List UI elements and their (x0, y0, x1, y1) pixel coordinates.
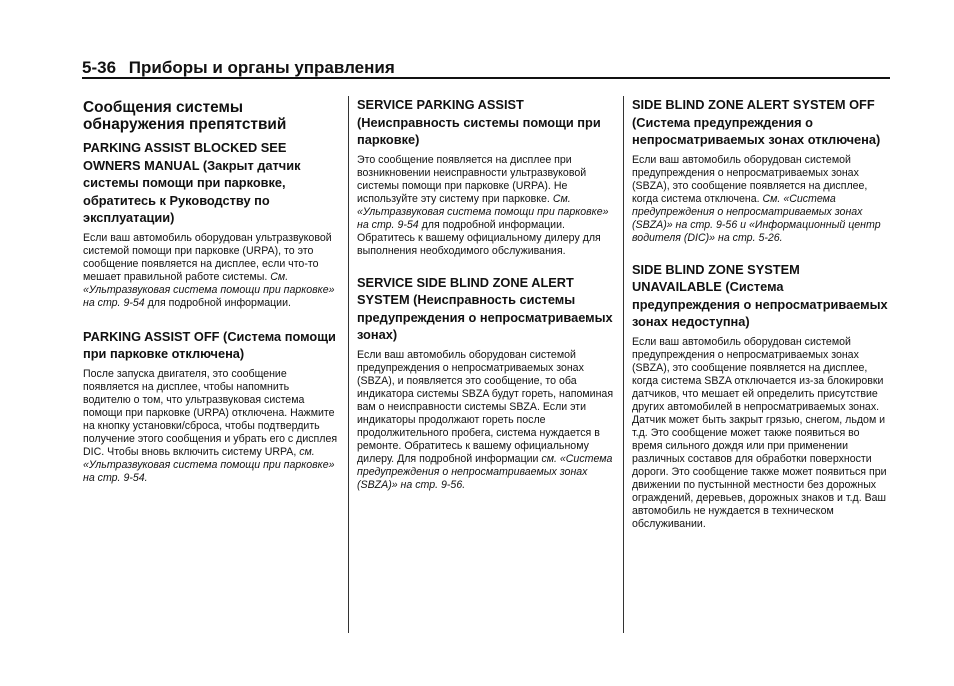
body-text: Если ваш автомобиль оборудован системой предупреждения о непросматриваемых зонах (SBZA), это сообщение появляется на дисплее, когда система SBZA отключается из-за блокировки датчиков, что мешает ей определить присутствие других автомобилей в непросматриваемых зонах. Датчик может быть закрыт грязью, снегом, льдом и т.д. Это сообщение может также появиться во время сильного дождя или при применении различных составов для обработки поверхности дороги. Это сообщение также может появиться при движении по пустынной местности без дорожных ограждений, деревьев, дорожных знаков и т.д. Ваш автомобиль не нуждается в техническом обслуживании. (632, 335, 887, 530)
message-body (83, 368, 338, 485)
page-number: 5-36 (82, 58, 117, 77)
body-text: Если ваш автомобиль оборудован системой предупреждения о непросматриваемых зонах (SBZA), это сообщение появляется на дисплее, когда система отключена. (632, 153, 868, 205)
message-title: PARKING ASSIST BLOCKED SEE OWNERS MANUAL (Закрыт датчик системы помощи при парковке, обратитесь к Руководству по эксплуатации) (83, 140, 301, 225)
body-text: для подробной информации. (144, 296, 291, 309)
section-title: Сообщения системы обнаружения препятствий (83, 99, 287, 133)
message-title: PARKING ASSIST OFF (Система помощи при парковке отключена) (83, 328, 336, 361)
cross-reference: См. «Система предупреждения о непросматриваемых зонах (SBZA)» на стр. 9-56 и «Информационный центр водителя (DIC)» на стр. 5-26. (632, 192, 881, 244)
page-header (82, 58, 888, 78)
message-body (632, 336, 890, 531)
body-text: для подробной информации. Обратитесь к вашему официальному дилеру для выполнения необходимого обслуживания. (357, 218, 601, 257)
message-body (357, 349, 615, 492)
column-divider (623, 96, 624, 633)
header-rule (82, 77, 890, 79)
column-2 (357, 96, 615, 492)
cross-reference: см. «Ультразвуковая система помощи при парковке» на стр. 9-54. (83, 445, 335, 484)
message-title: SERVICE PARKING ASSIST (Неисправность системы помощи при парковке) (357, 97, 601, 147)
column-1 (83, 96, 338, 485)
message-body (632, 154, 890, 245)
cross-reference: см. «Система предупреждения о непросматриваемых зонах (SBZA)» на стр. 9-56. (357, 452, 613, 491)
body-text: Если ваш автомобиль оборудован ультразвуковой системой помощи при парковке (URPA), то это сообщение появляется на дисплее, если что-то мешает правильной работе системы. (83, 231, 332, 283)
column-3 (632, 96, 890, 531)
column-divider (348, 96, 349, 633)
body-text: Это сообщение появляется на дисплее при возникновении неисправности ультразвуковой системы помощи при парковке (URPA). Не используйте эту систему при парковке. (357, 153, 587, 205)
message-title: SIDE BLIND ZONE SYSTEM UNAVAILABLE (Система предупреждения о непросматриваемых зонах недоступна) (632, 261, 888, 329)
message-title: SERVICE SIDE BLIND ZONE ALERT SYSTEM (Неисправность системы предупреждения о непросматриваемых зонах) (357, 274, 613, 342)
body-text: После запуска двигателя, это сообщение появляется на дисплее, чтобы напомнить водителю о том, что ультразвуковая система помощи при парковке (URPA) отключена. Нажмите на кнопку установки/сброса, чтобы подтвердить получение этого сообщения и убрать его с дисплея DIC. Чтобы вновь включить систему URPA, (83, 367, 338, 458)
cross-reference: См. «Ультразвуковая система помощи при парковке» на стр. 9-54 (83, 270, 335, 309)
body-text: Если ваш автомобиль оборудован системой предупреждения о непросматриваемых зонах (SBZA), и появляется это сообщение, то оба индикатора системы SBZA будут гореть, напоминая вам о неисправности системы SBZA. Если эти индикаторы продолжают гореть после продолжительного пробега, система нуждается в ремонте. Обратитесь к вашему официальному дилеру. Для подробной информации (357, 348, 614, 465)
message-title: SIDE BLIND ZONE ALERT SYSTEM OFF (Система предупреждения о непросматриваемых зонах отключена) (632, 97, 881, 147)
message-body (357, 154, 615, 258)
chapter-title: Приборы и органы управления (128, 58, 395, 77)
message-body (83, 232, 338, 310)
cross-reference: См. «Ультразвуковая система помощи при парковке» на стр. 9-54 (357, 192, 609, 231)
